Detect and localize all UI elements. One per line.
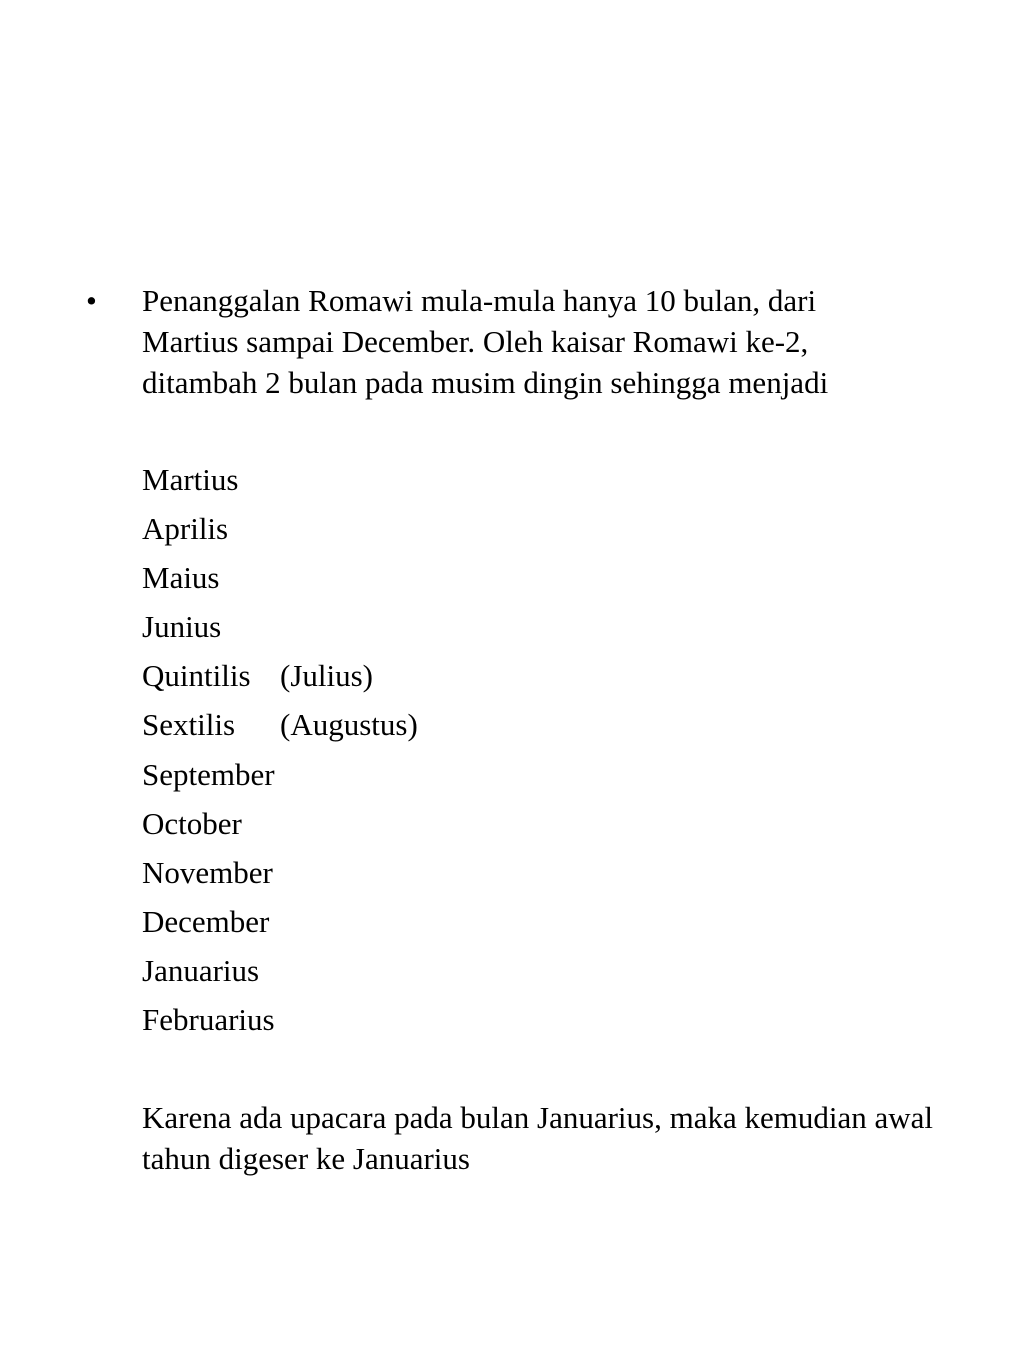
intro-bullet: [86, 280, 966, 403]
month-item: [142, 704, 418, 753]
bullet-icon: •: [86, 283, 97, 318]
month-name: Sextilis: [142, 707, 236, 743]
month-name: Maius: [142, 560, 220, 596]
month-name: November: [142, 854, 273, 890]
month-name: September: [142, 756, 275, 792]
month-item: [142, 803, 418, 852]
month-item: [142, 999, 418, 1048]
month-item: [142, 754, 418, 803]
month-name: Junius: [142, 609, 222, 645]
month-item: [142, 655, 418, 704]
month-item: [142, 950, 418, 999]
month-item: [142, 852, 418, 901]
month-item: [142, 901, 418, 950]
month-item: [142, 459, 418, 508]
month-name: October: [142, 805, 242, 841]
month-name: Februarius: [142, 1002, 275, 1038]
month-name: Martius: [142, 462, 239, 497]
closing-paragraph: Karena ada upacara pada bulan Januarius, maka kemudian awal tahun digeser ke Januarius: [142, 1100, 933, 1176]
month-note: (Julius): [280, 658, 373, 694]
month-item: [142, 508, 418, 557]
month-name: Aprilis: [142, 511, 229, 547]
bullet-row: [86, 280, 966, 403]
month-name: Quintilis: [142, 658, 251, 694]
month-item: [142, 606, 418, 655]
month-name: December: [142, 903, 270, 939]
month-name: Januarius: [142, 952, 260, 988]
month-list: [142, 459, 418, 1048]
month-note: (Augustus): [280, 707, 418, 743]
intro-paragraph: Penanggalan Romawi mula-mula hanya 10 bulan, dari Martius sampai December. Oleh kaisar Romawi ke-2, ditambah 2 bulan pada musim dingin sehingga menjadi: [142, 283, 829, 400]
month-item: [142, 557, 418, 606]
